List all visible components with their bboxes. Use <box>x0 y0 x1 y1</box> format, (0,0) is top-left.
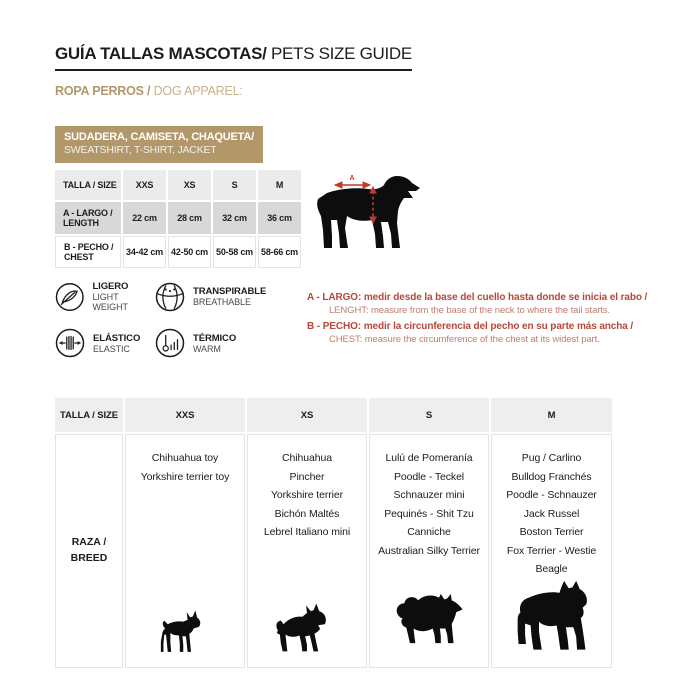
breed-item: Australian Silky Terrier <box>378 544 480 557</box>
subtitle-en: DOG APPAREL: <box>153 84 243 98</box>
page-title-es: GUÍA TALLAS MASCOTAS/ <box>55 44 267 63</box>
feature-lightweight-en: LIGHT WEIGHT <box>92 292 128 312</box>
breed-cell-xxs <box>125 434 245 668</box>
size-table-header-label: TALLA / SIZE <box>55 170 121 200</box>
breed-header-s: S <box>369 398 489 432</box>
note-chest-text-es: medir la circunferencia del pecho en su parte más ancha / <box>363 321 634 332</box>
page-title-en: PETS SIZE GUIDE <box>266 44 412 63</box>
note-length-es <box>307 291 667 304</box>
subtitle-es: ROPA PERROS / <box>55 84 154 98</box>
breed-item: Canniche <box>407 526 451 538</box>
feature-breathable-es: TRANSPIRABLE <box>193 286 267 297</box>
breed-item: Chihuahua <box>282 452 332 464</box>
breed-item: Boston Terrier <box>519 526 584 538</box>
breed-row-label-line2: BREED <box>70 551 108 564</box>
thermometer-icon <box>155 328 185 358</box>
badge-line-es: SUDADERA, CAMISETA, CHAQUETA/ <box>64 131 254 143</box>
breathable-icon <box>155 282 185 312</box>
breed-item: Pug / Carlino <box>521 452 582 464</box>
breed-item: Bichón Maltés <box>274 507 340 520</box>
note-chest-es <box>307 320 667 333</box>
page-title <box>55 44 412 71</box>
breed-item: Pincher <box>289 470 325 483</box>
length-m: 36 cm <box>258 202 301 234</box>
feature-breathable-en: BREATHABLE <box>193 297 251 307</box>
feature-warm <box>155 328 295 358</box>
note-length-text-en: LENGHT: measure from the base of the neck to where the tail starts. <box>329 305 611 316</box>
note-chest-label: B - PECHO: <box>307 321 364 332</box>
breed-row-label <box>55 434 123 668</box>
section-subtitle <box>55 84 243 98</box>
feature-lightweight-es: LIGERO <box>92 281 129 292</box>
note-chest-text-en: CHEST: measure the circumference of the chest at its widest part. <box>329 334 600 345</box>
breed-header-label: TALLA / SIZE <box>55 398 123 432</box>
breed-item: Chihuahua toy <box>151 452 219 464</box>
chest-xxs: 34-42 cm <box>123 236 166 268</box>
chest-s: 50-58 cm <box>213 236 256 268</box>
note-length <box>307 291 667 317</box>
chihuahua-silhouette <box>159 607 211 657</box>
breed-header-xxs: XXS <box>125 398 245 432</box>
breed-item: Pequinés - Shit Tzu <box>384 507 474 520</box>
feature-breathable <box>155 281 295 312</box>
size-table-header-xxs: XXS <box>123 170 166 200</box>
length-s: 32 cm <box>213 202 256 234</box>
breed-cell-m <box>491 434 612 668</box>
breed-table-body <box>55 434 612 646</box>
breed-cell-s <box>369 434 489 668</box>
elastic-icon <box>55 328 85 358</box>
measure-dog-silhouette <box>314 167 436 261</box>
french-bulldog-silhouette <box>507 579 597 657</box>
note-chest <box>307 320 667 346</box>
measure-notes <box>307 291 667 349</box>
feature-elastic-en: ELASTIC <box>93 343 130 354</box>
breed-item: Bulldog Franchés <box>511 470 592 483</box>
measure-a-label: A <box>349 175 355 182</box>
feature-warm-en: WARM <box>193 343 221 354</box>
breed-item: Yorkshire terrier <box>270 489 344 501</box>
length-row-label: A - LARGO / LENGTH <box>55 202 121 234</box>
feature-elastic-labels <box>93 333 140 354</box>
length-xxs: 22 cm <box>123 202 166 234</box>
feature-list <box>55 281 295 358</box>
feature-warm-labels <box>193 333 236 354</box>
yorkshire-silhouette <box>273 599 341 657</box>
breed-cell-xs <box>247 434 367 668</box>
chest-row-label: B - PECHO / CHEST <box>55 236 121 268</box>
breed-item: Fox Terrier - Westie <box>506 544 597 557</box>
labrador-silhouette <box>317 176 420 248</box>
breed-item: Poodle - Schnauzer <box>506 489 597 501</box>
breed-header-xs: XS <box>247 398 367 432</box>
breed-item: Jack Russel <box>523 507 580 520</box>
pomeranian-silhouette <box>389 591 469 657</box>
category-badge <box>55 126 263 163</box>
chest-xs: 42-50 cm <box>168 236 211 268</box>
feather-icon <box>55 282 84 312</box>
breed-table-header <box>55 398 612 432</box>
breed-item: Poodle - Teckel <box>393 470 465 483</box>
breed-item: Schnauzer mini <box>393 489 465 501</box>
badge-line-en: SWEATSHIRT, T-SHIRT, JACKET <box>64 144 217 157</box>
breed-header-m: M <box>491 398 612 432</box>
size-table-header-xs: XS <box>168 170 211 200</box>
feature-breathable-labels <box>193 286 266 307</box>
breed-item: Beagle <box>535 563 568 575</box>
chest-m: 58-66 cm <box>258 236 301 268</box>
feature-lightweight <box>55 281 155 312</box>
feature-elastic <box>55 328 155 358</box>
feature-warm-es: TÉRMICO <box>193 332 237 344</box>
breed-item: Lebrel Italiano mini <box>263 526 351 538</box>
feature-lightweight-labels <box>92 281 155 312</box>
length-xs: 28 cm <box>168 202 211 234</box>
breed-item: Yorkshire terrier toy <box>140 470 230 483</box>
feature-elastic-es: ELÁSTICO <box>93 332 141 344</box>
note-length-text-es: medir desde la base del cuello hasta donde se inicia el rabo / <box>363 292 648 303</box>
measure-diagram <box>314 167 436 266</box>
breed-row-label-line1: RAZA / <box>71 536 107 548</box>
breed-item: Lulú de Pomeranía <box>385 452 473 464</box>
note-length-label: A - LARGO: <box>307 292 364 303</box>
size-table-header-m: M <box>258 170 301 200</box>
size-table-header-s: S <box>213 170 256 200</box>
measure-a-arrow <box>335 175 370 188</box>
size-measure-table <box>55 170 301 268</box>
